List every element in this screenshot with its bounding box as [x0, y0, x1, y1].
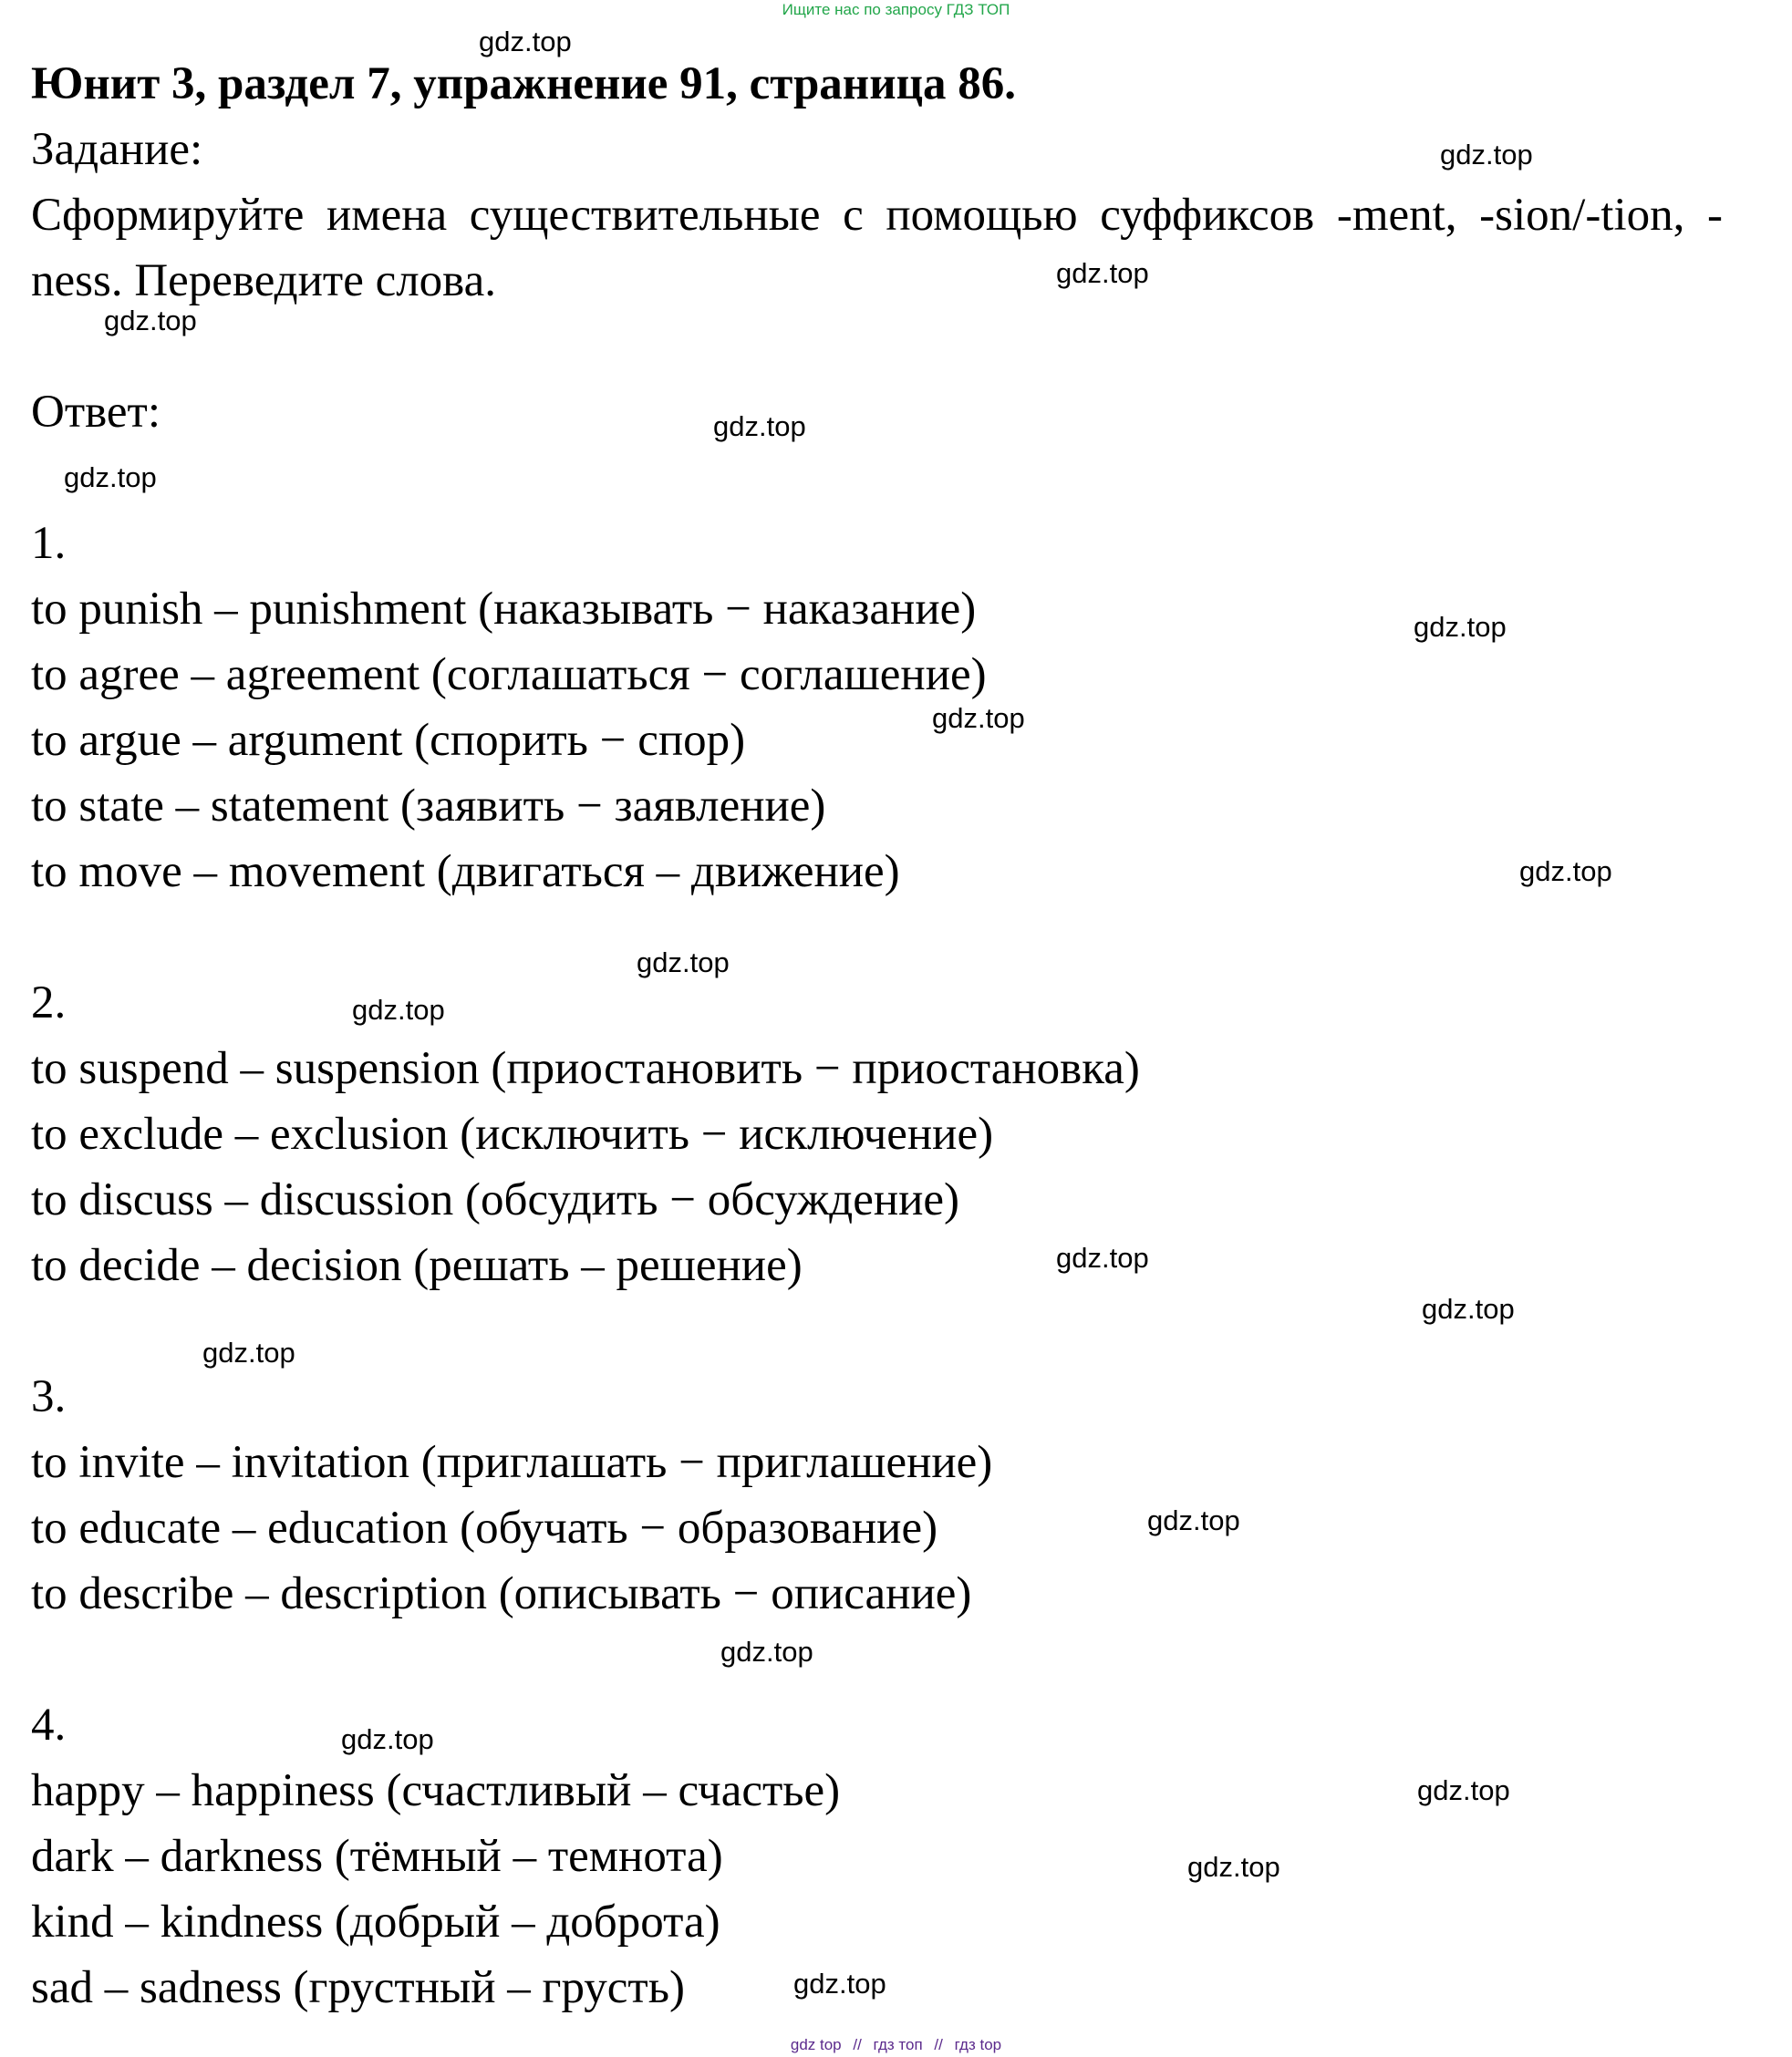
bottom-banner[interactable] — [0, 2035, 1792, 2055]
watermark: gdz.top — [1519, 855, 1612, 887]
watermark: gdz.top — [64, 461, 157, 493]
watermark: gdz.top — [104, 305, 197, 336]
answer-line: happy – happiness (счастливый – счастье) — [31, 1765, 841, 1816]
watermark: gdz.top — [793, 1968, 886, 2000]
answer-line: to discuss – discussion (обсудить − обсуждение) — [31, 1174, 960, 1225]
bottom-banner-item[interactable]: гдз топ — [873, 2036, 923, 2053]
answer-line: to educate – education (обучать − образование) — [31, 1503, 938, 1554]
watermark: gdz.top — [720, 1636, 813, 1668]
answer-line: kind – kindness (добрый – доброта) — [31, 1897, 720, 1948]
bottom-banner-separator: // — [934, 2036, 943, 2053]
watermark: gdz.top — [1440, 139, 1533, 171]
watermark: gdz.top — [1187, 1851, 1280, 1883]
watermark: gdz.top — [479, 26, 572, 57]
answer-line: dark – darkness (тёмный – темнота) — [31, 1831, 723, 1882]
answer-line: to move – movement (двигаться – движение) — [31, 846, 900, 897]
section-1 — [31, 511, 1723, 904]
watermark: gdz.top — [341, 1723, 434, 1755]
watermark: gdz.top — [202, 1337, 295, 1369]
document-body — [31, 51, 1723, 2021]
task-text: Сформируйте имена существительные с помощью суффиксов -ment, -sion/-tion, -ness. Переведите слова. — [31, 190, 1723, 306]
section-number: 2. — [31, 977, 67, 1028]
section-2 — [31, 970, 1723, 1298]
watermark: gdz.top — [932, 702, 1025, 734]
answer-line: to decide – decision (решать – решение) — [31, 1240, 803, 1291]
section-number: 4. — [31, 1700, 67, 1751]
answer-line: to punish – punishment (наказывать − наказание) — [31, 584, 977, 635]
section-number: 3. — [31, 1371, 67, 1422]
answer-line: to invite – invitation (приглашать − приглашение) — [31, 1437, 993, 1488]
answer-line: to state – statement (заявить − заявление) — [31, 780, 826, 832]
answer-label: Ответ: — [31, 387, 161, 438]
section-3 — [31, 1364, 1723, 1627]
answer-line: sad – sadness (грустный – грусть) — [31, 1962, 685, 2013]
watermark: gdz.top — [1414, 611, 1507, 643]
bottom-banner-item[interactable]: gdz top — [790, 2036, 842, 2053]
answer-line: to suspend – suspension (приостановить − приостановка) — [31, 1043, 1140, 1094]
answer-line: to describe – description (описывать − описание) — [31, 1568, 972, 1619]
watermark: gdz.top — [352, 994, 445, 1026]
watermark: gdz.top — [1056, 1242, 1149, 1274]
watermark: gdz.top — [1056, 257, 1149, 289]
answer-line: to argue – argument (спорить − спор) — [31, 715, 746, 766]
bottom-banner-separator: // — [853, 2036, 862, 2053]
watermark: gdz.top — [1147, 1504, 1240, 1536]
watermark: gdz.top — [1417, 1774, 1510, 1806]
answer-line: to agree – agreement (соглашаться − соглашение) — [31, 649, 987, 700]
watermark: gdz.top — [637, 946, 730, 978]
watermark: gdz.top — [1422, 1293, 1515, 1325]
task-label: Задание: — [31, 124, 203, 175]
top-banner[interactable]: Ищите нас по запросу ГДЗ ТОП — [782, 1, 1010, 18]
page-title: Юнит 3, раздел 7, упражнение 91, страница 86. — [31, 58, 1016, 109]
answer-line: to exclude – exclusion (исключить − исключение) — [31, 1109, 994, 1160]
watermark: gdz.top — [713, 410, 806, 442]
section-number: 1. — [31, 518, 67, 569]
bottom-banner-item[interactable]: гдз top — [954, 2036, 1002, 2053]
